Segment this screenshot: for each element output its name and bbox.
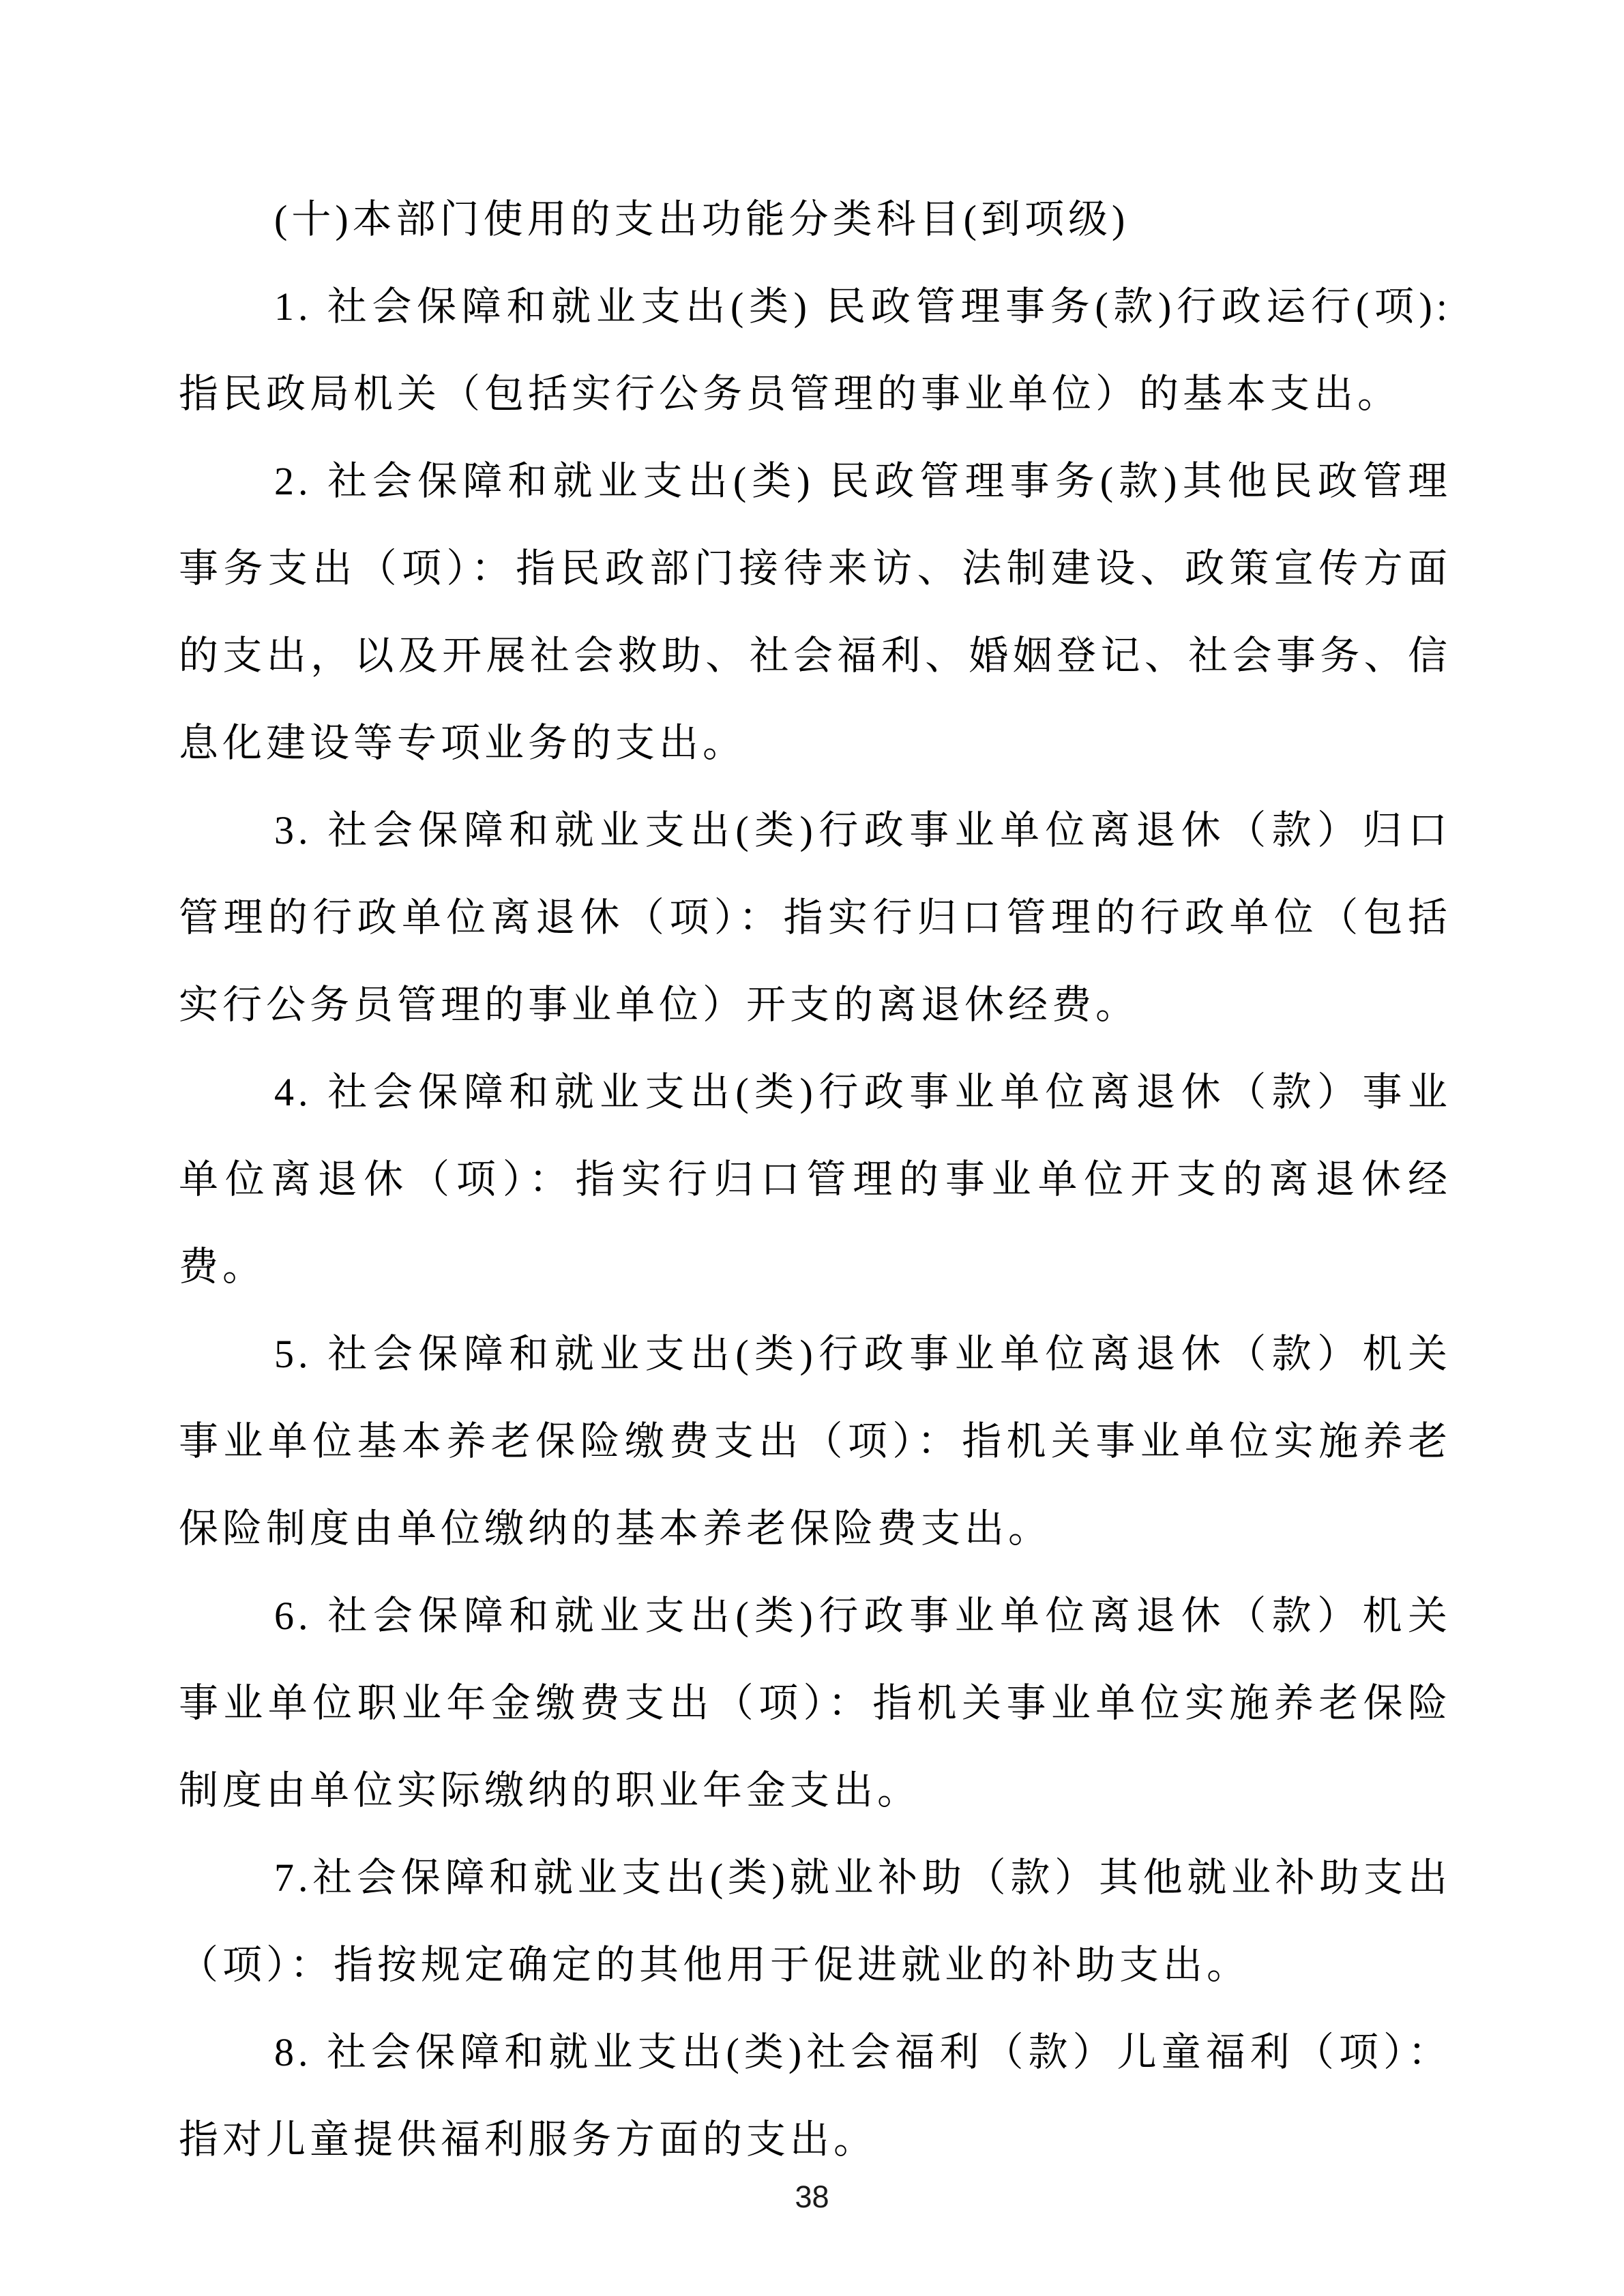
clause-paragraph-7: 7.社会保障和就业支出(类)就业补助（款）其他就业补助支出（项）：指按规定确定的其他用于促进就业的补助支出。 [179, 1855, 1451, 1987]
document-body [179, 176, 1451, 2183]
clause-paragraph-1: 1. 社会保障和就业支出(类) 民政管理事务(款)行政运行(项): 指民政局机关（包括实行公务员管理的事业单位）的基本支出。 [179, 284, 1451, 416]
section-heading: (十)本部门使用的支出功能分类科目(到项级) [274, 197, 1130, 241]
clause-paragraph-4: 4. 社会保障和就业支出(类)行政事业单位离退休（款）事业单位离退休（项）：指实行归口管理的事业单位开支的离退休经费。 [179, 1070, 1451, 1289]
clause-paragraph-2: 2. 社会保障和就业支出(类) 民政管理事务(款)其他民政管理事务支出（项）：指民政部门接待来访、法制建设、政策宣传方面的支出，以及开展社会救助、社会福利、婚姻登记、社会事务、信息化建设等专项业务的支出。 [179, 459, 1451, 765]
clause-paragraph-5: 5. 社会保障和就业支出(类)行政事业单位离退休（款）机关事业单位基本养老保险缴费支出（项）：指机关事业单位实施养老保险制度由单位缴纳的基本养老保险费支出。 [179, 1332, 1451, 1551]
clause-paragraph-3: 3. 社会保障和就业支出(类)行政事业单位离退休（款）归口管理的行政单位离退休（项）：指实行归口管理的行政单位（包括实行公务员管理的事业单位）开支的离退休经费。 [179, 808, 1451, 1027]
page-number: 38 [795, 2179, 829, 2214]
clause-paragraph-6: 6. 社会保障和就业支出(类)行政事业单位离退休（款）机关事业单位职业年金缴费支出（项）：指机关事业单位实施养老保险制度由单位实际缴纳的职业年金支出。 [179, 1594, 1451, 1813]
clause-paragraph-8: 8. 社会保障和就业支出(类)社会福利（款）儿童福利（项）：指对儿童提供福利服务方面的支出。 [179, 2030, 1451, 2162]
